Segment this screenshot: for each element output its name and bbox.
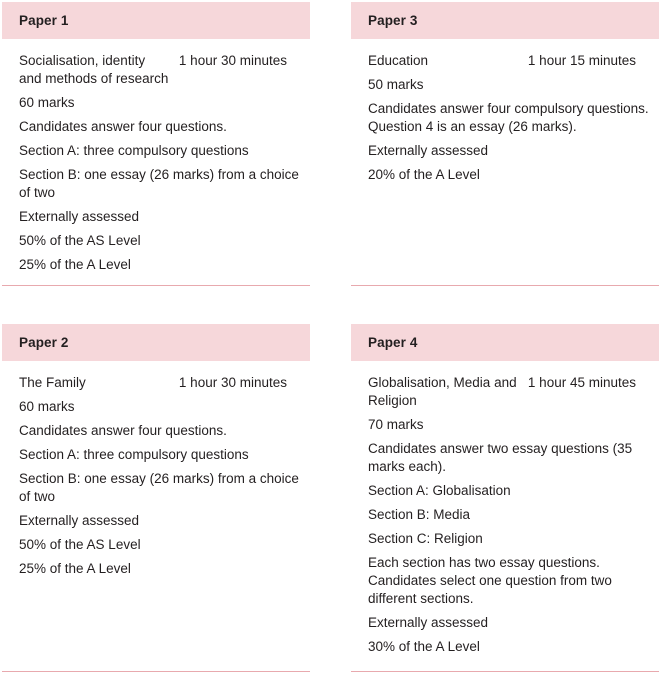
paper-4-a-weight: 30% of the A Level <box>368 639 480 654</box>
paper-3-assessment: Externally assessed <box>368 143 489 158</box>
paper-4-title-row <box>368 374 653 410</box>
paper-2-section-b: Section B: one essay (26 marks) from a choice of two <box>19 471 299 504</box>
paper-4-section-note: Each section has two essay questions. Candidates select one question from two different sections. <box>368 555 612 606</box>
paper-3-marks: 50 marks <box>368 77 424 92</box>
paper-4-instructions: Candidates answer two essay questions (35 marks each). <box>368 441 633 474</box>
paper-1-as-weight: 50% of the AS Level <box>19 233 141 248</box>
paper-1-assessment: Externally assessed <box>19 209 140 224</box>
paper-1-instructions: Candidates answer four questions. <box>19 119 227 134</box>
paper-1-card <box>2 2 310 286</box>
paper-2-card <box>2 324 310 672</box>
paper-4-card <box>351 324 659 672</box>
paper-2-title: The Family <box>19 375 86 390</box>
paper-3-a-weight: 20% of the A Level <box>368 167 480 182</box>
paper-2-assessment: Externally assessed <box>19 513 140 528</box>
paper-2-section-a: Section A: three compulsory questions <box>19 447 249 462</box>
paper-4-section-b: Section B: Media <box>368 507 471 522</box>
paper-3-header: Paper 3 <box>351 2 659 39</box>
paper-4-title: Globalisation, Media and Religion <box>368 375 517 408</box>
paper-3-card <box>351 2 659 286</box>
paper-1-divider <box>2 285 310 286</box>
paper-1-title: Socialisation, identity and methods of research <box>19 53 169 86</box>
paper-2-duration: 1 hour 30 minutes <box>178 375 287 390</box>
paper-1-title-row <box>19 52 304 88</box>
paper-1-a-weight: 25% of the A Level <box>19 257 131 272</box>
paper-2-title-row <box>19 374 304 392</box>
paper-4-section-a: Section A: Globalisation <box>368 483 511 498</box>
paper-1-marks: 60 marks <box>19 95 75 110</box>
paper-1-section-a: Section A: three compulsory questions <box>19 143 249 158</box>
paper-4-duration: 1 hour 45 minutes <box>527 375 636 390</box>
paper-4-marks: 70 marks <box>368 417 424 432</box>
paper-2-a-weight: 25% of the A Level <box>19 561 131 576</box>
paper-2-as-weight: 50% of the AS Level <box>19 537 141 552</box>
paper-3-title-row <box>368 52 653 70</box>
paper-4-divider <box>351 671 659 672</box>
paper-3-instructions: Candidates answer four compulsory questions. Question 4 is an essay (26 marks). <box>368 101 649 134</box>
paper-1-duration: 1 hour 30 minutes <box>178 53 287 68</box>
paper-1-body <box>2 39 310 274</box>
paper-3-body <box>351 39 659 184</box>
paper-4-header: Paper 4 <box>351 324 659 361</box>
paper-2-header: Paper 2 <box>2 324 310 361</box>
paper-4-assessment: Externally assessed <box>368 615 489 630</box>
paper-2-body <box>2 361 310 578</box>
paper-1-header: Paper 1 <box>2 2 310 39</box>
paper-3-divider <box>351 285 659 286</box>
paper-2-marks: 60 marks <box>19 399 75 414</box>
paper-4-body <box>351 361 659 656</box>
paper-2-divider <box>2 671 310 672</box>
paper-2-instructions: Candidates answer four questions. <box>19 423 227 438</box>
paper-1-section-b: Section B: one essay (26 marks) from a choice of two <box>19 167 299 200</box>
paper-3-duration: 1 hour 15 minutes <box>527 53 636 68</box>
paper-3-title: Education <box>368 53 429 68</box>
paper-4-section-c: Section C: Religion <box>368 531 483 546</box>
